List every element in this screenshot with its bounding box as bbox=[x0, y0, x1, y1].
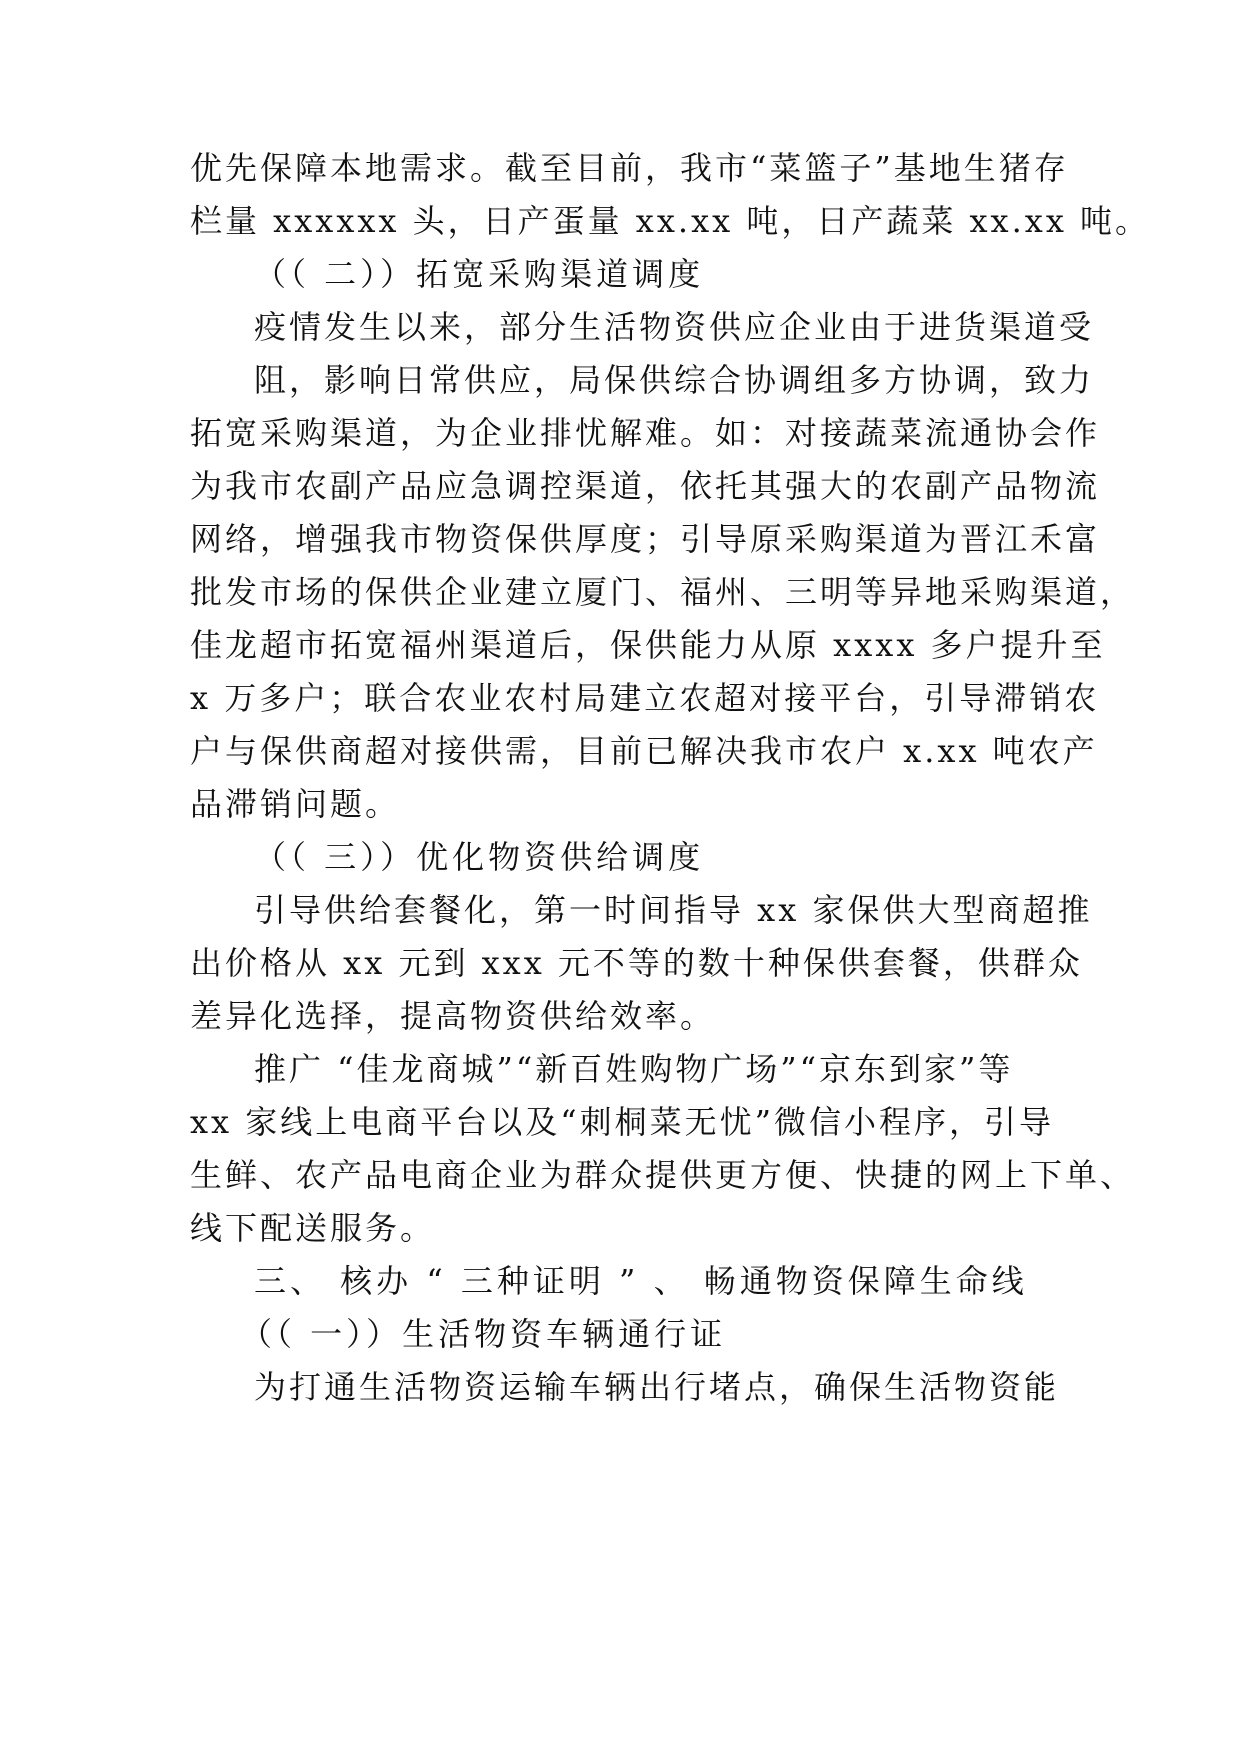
paragraph-line: 差异化选择，提高物资供给效率。 bbox=[190, 997, 716, 1035]
paragraph-line: 出价格从 xx 元到 xxx 元不等的数十种保供套餐，供群众 bbox=[190, 944, 1083, 982]
paragraph-line: 拓宽采购渠道，为企业排忧解难。如：对接蔬菜流通协会作 bbox=[190, 414, 1101, 452]
paragraph-line: 生鲜、农产品电商企业为群众提供更方便、快捷的网上下单、 bbox=[190, 1156, 1136, 1194]
chapter-heading: 三、 核办 “ 三种证明 ” 、 畅通物资保障生命线 bbox=[254, 1262, 1028, 1300]
paragraph-line: 佳龙超市拓宽福州渠道后，保供能力从原 xxxx 多户提升至 bbox=[190, 626, 1106, 664]
section-heading: （（ 三））优化物资供给调度 bbox=[254, 838, 705, 876]
paragraph-line: x 万多户；联合农业农村局建立农超对接平台，引导滞销农 bbox=[190, 679, 1100, 717]
paragraph-line: 引导供给套餐化，第一时间指导 xx 家保供大型商超推 bbox=[254, 891, 1093, 929]
paragraph-line: 线下配送服务。 bbox=[190, 1209, 436, 1247]
paragraph-line: 优先保障本地需求。截至目前，我市“菜篮子”基地生猪存 bbox=[190, 149, 1069, 187]
paragraph-line: 网络，增强我市物资保供厚度；引导原采购渠道为晋江禾富 bbox=[190, 520, 1101, 558]
paragraph-line: 品滞销问题。 bbox=[190, 785, 401, 823]
paragraph-line: 阻，影响日常供应，局保供综合协调组多方协调，致力 bbox=[254, 361, 1095, 399]
paragraph-line: 户与保供商超对接供需，目前已解决我市农户 x.xx 吨农产 bbox=[190, 732, 1098, 770]
paragraph-line: 疫情发生以来，部分生活物资供应企业由于进货渠道受 bbox=[254, 308, 1095, 346]
section-heading: （（ 二））拓宽采购渠道调度 bbox=[254, 255, 705, 293]
paragraph-line: 栏量 xxxxxx 头，日产蛋量 xx.xx 吨，日产蔬菜 xx.xx 吨。 bbox=[190, 202, 1151, 240]
paragraph-line: 推广 “佳龙商城”“新百姓购物广场”“京东到家”等 bbox=[254, 1050, 1014, 1088]
paragraph-line: xx 家线上电商平台以及“刺桐菜无忧”微信小程序，引导 bbox=[190, 1103, 1054, 1141]
paragraph-line: 为我市农副产品应急调控渠道，依托其强大的农副产品物流 bbox=[190, 467, 1101, 505]
section-heading: （（ 一））生活物资车辆通行证 bbox=[240, 1315, 727, 1353]
paragraph-line: 为打通生活物资运输车辆出行堵点，确保生活物资能 bbox=[254, 1368, 1060, 1406]
paragraph-line: 批发市场的保供企业建立厦门、福州、三明等异地采购渠道， bbox=[190, 573, 1136, 611]
